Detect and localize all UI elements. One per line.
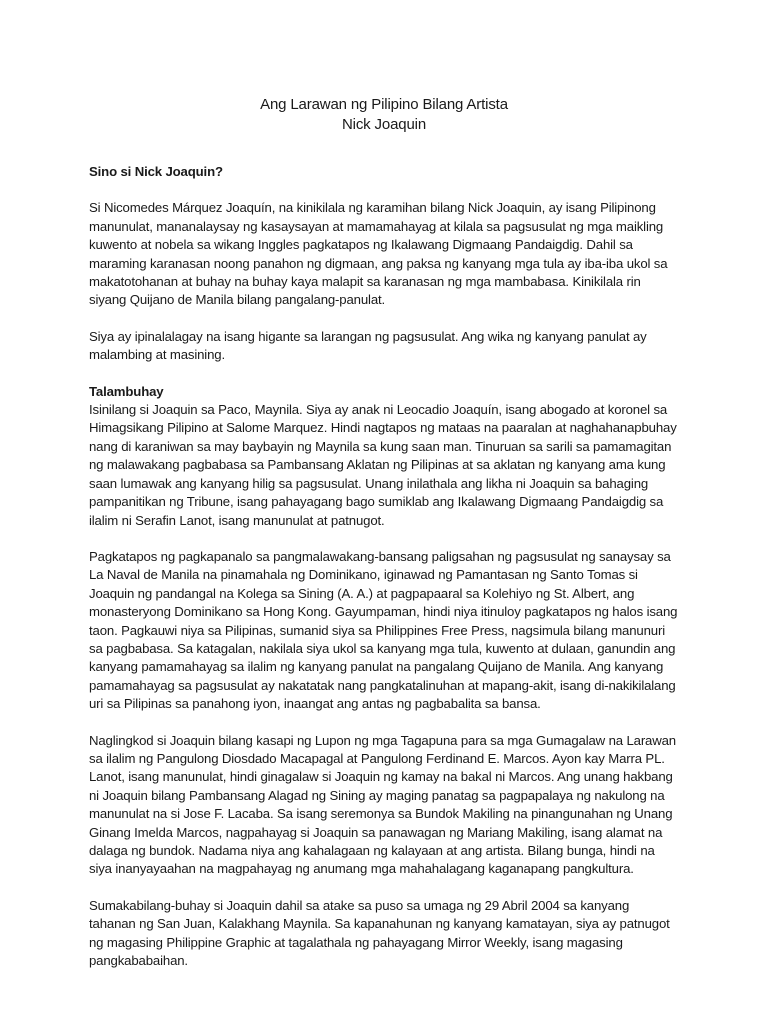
bio-paragraph-2: Pagkatapos ng pagkapanalo sa pangmalawakang-bansang paligsahan ng pagsusulat ng sanaysay sa La Naval de Manila na pinamahala ng Dominikano, iginawad ng Pamantasan ng Santo Tomas si Joaquin ng pandangal na Kolega sa Sining (A. A.) at pagpapaaral sa Kolehiyo ng St. Albert, ang monasteryong Dominikano sa Hong Kong. Gayumpaman, hindi niya itinuloy pagkatapos ng halos isang taon. Pagkauwi niya sa Pilipinas, sumanid siya sa Philippines Free Press, nagsimula bilang manunuri sa pagbabasa. Sa katagalan, nakilala siya ukol sa kanyang mga tula, kuwento at dulaan, ganundin ang kanyang pamamahayag sa ilalim ng kanyang panulat na pangalang Quijano de Manila. Ang kanyang pamamahayag sa pagsusulat ay nakatatak nang pangkatalinuhan at mapang-akit, isang di-nakikilalang uri sa Pilipinas sa panahong iyon, inaangat ang antas ng pagbabalita sa bansa. <box>89 548 678 712</box>
document-author: Nick Joaquin <box>341 116 427 133</box>
bio-heading: Talambuhay <box>89 383 164 399</box>
bio-paragraph-1: Isinilang si Joaquin sa Paco, Maynila. Siya ay anak ni Leocadio Joaquín, isang abogado at koronel sa Himagsikang Pilipino at Salome Marquez. Hindi nagtapos ng mataas na paaralan at naghahanapbuhay nang di karaniwan sa may baybayin ng Maynila sa kung saan man. Tinuruan sa sarili sa pamamagitan ng malawakang pagbabasa sa Pambansang Aklatan ng Pilipinas at sa aklatan ng kanyang ama kung saan lumawak ang kanyang hilig sa pagsusulat. Unang inilathala ang likha ni Joaquin sa bahaging pampanitikan ng Tribune, isang pahayagang bago sumiklab ang Ikalawang Digmaang Pandaigdig sa ilalim ni Serafin Lanot, isang manunulat at patnugot. <box>89 402 677 528</box>
intro-heading: Sino si Nick Joaquin? <box>89 164 223 179</box>
bio-paragraph-4: Sumakabilang-buhay si Joaquin dahil sa atake sa puso sa umaga ng 29 Abril 2004 sa kanyang tahanan ng San Juan, Kalakhang Maynila. Sa kapanahunan ng kanyang kamatayan, siya ay patnugot ng magasing Philippine Graphic at tagalathala ng pahayagang Mirror Weekly, isang magasing pangkababaihan. <box>89 897 670 969</box>
bio-paragraph-3: Naglingkod si Joaquin bilang kasapi ng Lupon ng mga Tagapuna para sa mga Gumagalaw na Larawan sa ilalim ng Pangulong Diosdado Macapagal at Pangulong Ferdinand E. Marcos. Ayon kay Marra PL. Lanot, isang manunulat, hindi ginagalaw si Joaquin ng kamay na bakal ni Marcos. Ang unang hakbang ni Joaquin bilang Pambansang Alagad ng Sining ay maging panatag sa pagpapalaya ng nakulong na manunulat na si Jose F. Lacaba. Sa isang seremonya sa Bundok Makiling na pinangunahan ng Unang Ginang Imelda Marcos, nagpahayag si Joaquin sa panawagan ng Mariang Makiling, isang alamat na dalaga ng bundok. Nadama niya ang kahalagaan ng kalayaan at ang artista. Bilang bunga, hindi na siya inanyayaahan na magpahayag ng anumang mga mahahalagang kaganapang pangkultura. <box>89 732 676 877</box>
document-body <box>89 95 679 970</box>
intro-paragraph-2: Siya ay ipinalalagay na isang higante sa larangan ng pagsusulat. Ang wika ng kanyang panulat ay malambing at masining. <box>89 328 647 363</box>
intro-paragraph-1: Si Nicomedes Márquez Joaquín, na kinikilala ng karamihan bilang Nick Joaquin, ay isang Pilipinong manunulat, mananalaysay ng kasaysayan at mamamahayag at kilala sa pagsusulat ng mga maikling kuwento at nobela sa wikang Inggles pagkatapos ng Ikalawang Digmaang Pandaigdig. Dahil sa maraming karanasan noong panahon ng digmaan, ang paksa ng kanyang mga tula ay iba-iba ukol sa makatotohanan at buhay na buhay kaya malapit sa karanasan ng mga mambabasa. Kinikilala rin siyang Quijano de Manila bilang pangalang-panulat. <box>89 200 668 308</box>
document-header <box>89 95 679 135</box>
document-title: Ang Larawan ng Pilipino Bilang Artista <box>260 96 508 113</box>
